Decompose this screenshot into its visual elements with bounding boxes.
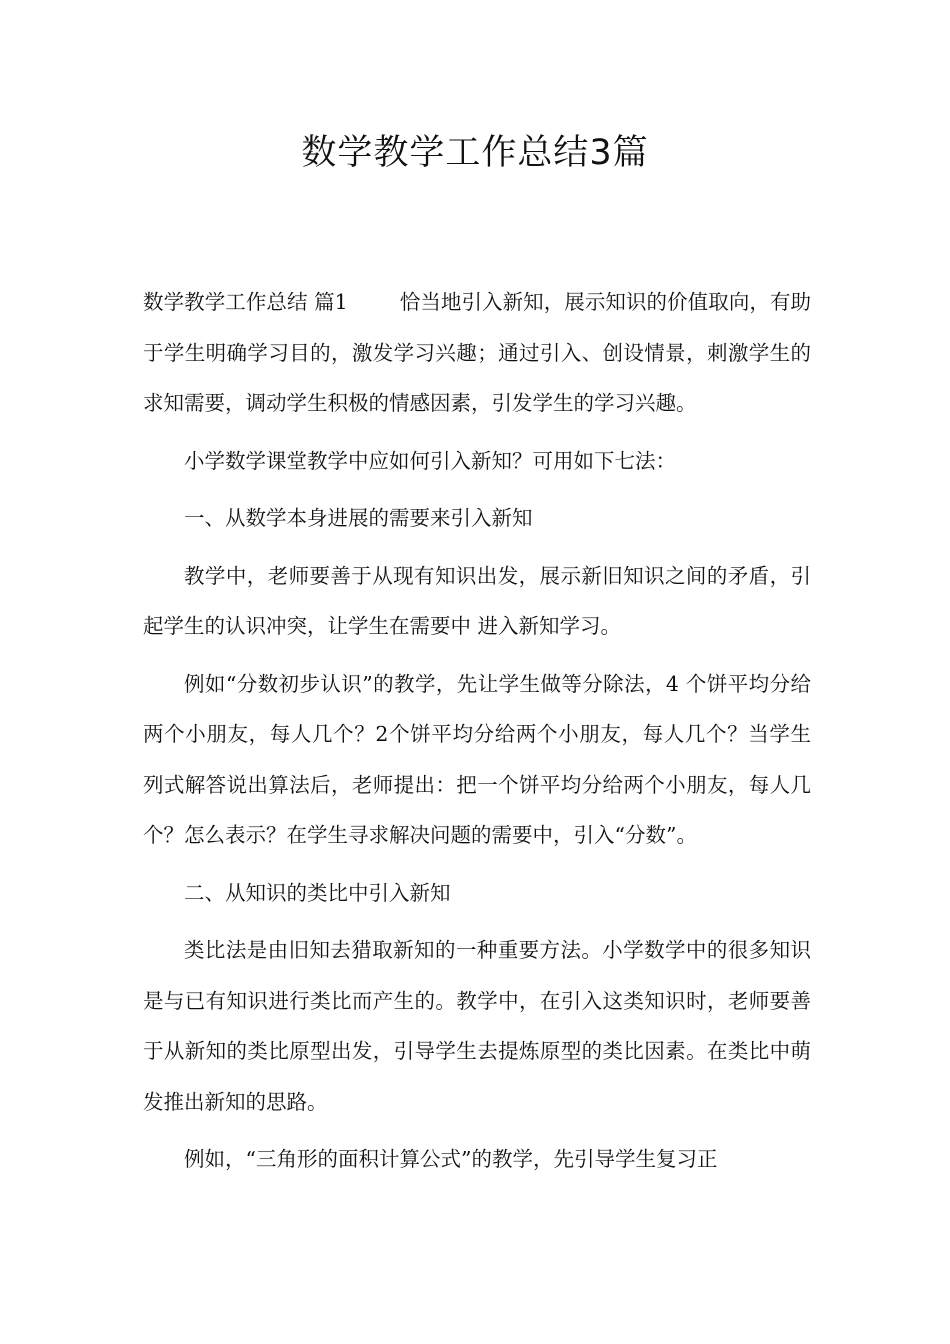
paragraph-method-one: 教学中，老师要善于从现有知识出发，展示新旧知识之间的矛盾，引起学生的认识冲突，让学生在需要中 进入新知学习。 [143, 563, 811, 638]
heading-method-one: 一、从数学本身进展的需要来引入新知 [184, 506, 533, 530]
heading-method-two: 二、从知识的类比中引入新知 [184, 880, 451, 905]
paragraph-methods-intro: 小学数学课堂教学中应如何引入新知？可用如下七法： [184, 448, 676, 473]
document-body [143, 277, 811, 1192]
paragraph-intro-text: 恰当地引入新知，展示知识的价值取向，有助于学生明确学习目的，激发学习兴趣；通过引入、创设情景，刺激学生的求知需要，调动学生积极的情感因素，引发学生的学习兴趣。 [143, 290, 812, 415]
paragraph-intro [143, 277, 811, 429]
section-label: 数学教学工作总结 篇1 [143, 290, 348, 314]
paragraph-example-fraction: 例如“分数初步认识”的教学，先让学生做等分除法，4 个饼平均分给两个小朋友，每人几个？2个饼平均分给两个小朋友，每人几个？当学生列式解答说出算法后，老师提出：把一个饼平均分给两个小朋友，每人几个？怎么表示？在学生寻求解决问题的需要中，引入“分数”。 [143, 671, 811, 847]
paragraph-example-triangle: 例如，“三角形的面积计算公式”的教学，先引导学生复习正 [184, 1147, 718, 1171]
paragraph-method-two: 类比法是由旧知去猎取新知的一种重要方法。小学数学中的很多知识是与已有知识进行类比而产生的。教学中，在引入这类知识时，老师要善于从新知的类比原型出发，引导学生去提炼原型的类比因素。在类比中萌发推出新知的思路。 [143, 938, 811, 1114]
document-title: 数学教学工作总结3篇 [301, 133, 649, 173]
